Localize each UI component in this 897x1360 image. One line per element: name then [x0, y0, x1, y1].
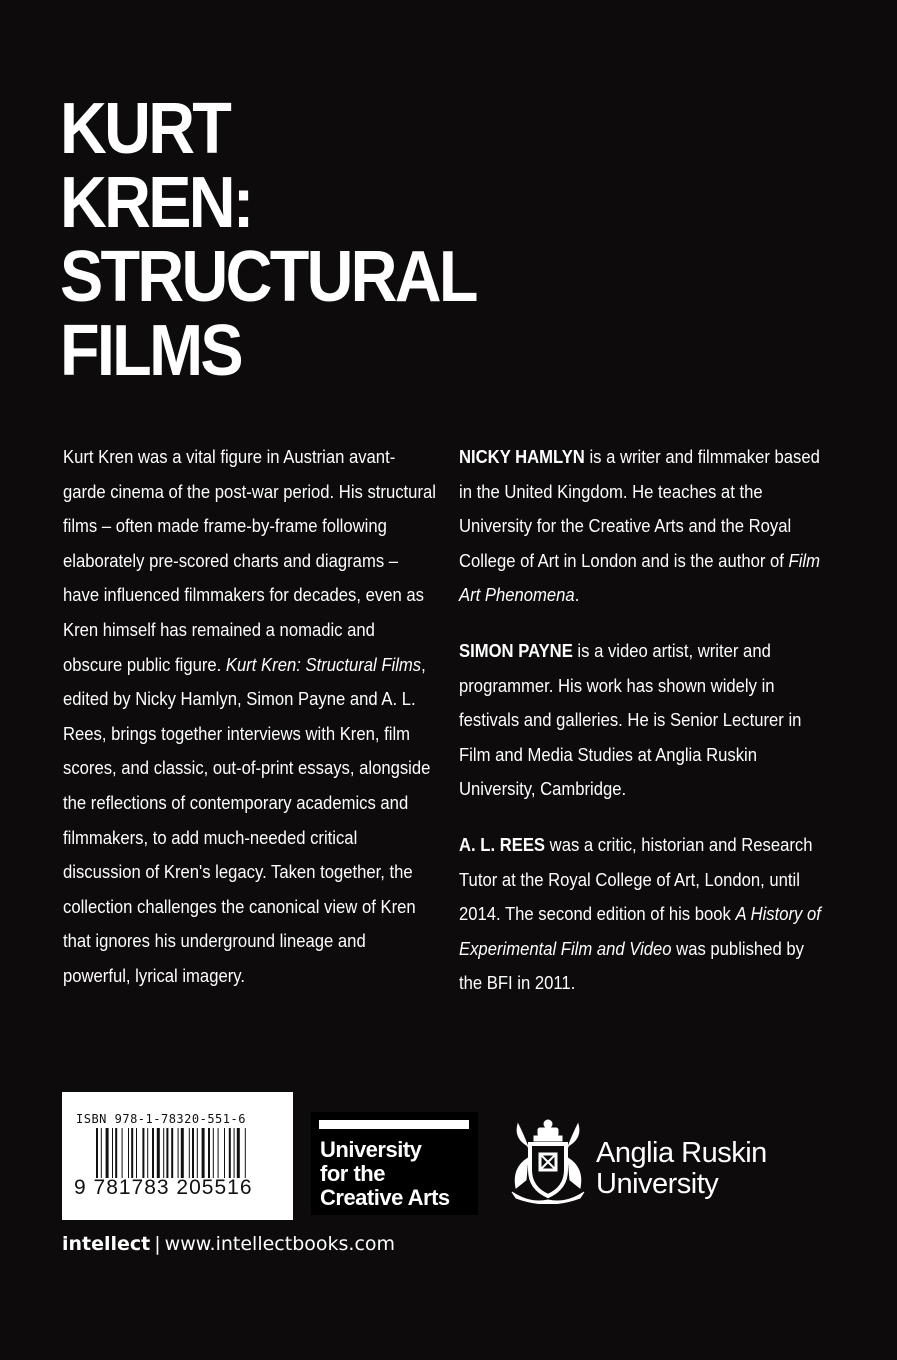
blurb-book-title: Kurt Kren: Structural Films — [225, 653, 422, 675]
aru-logo-text — [596, 1138, 767, 1200]
bio-text: is a writer and filmmaker based in the United Kingdom. He teaches at the University for the Creative Arts and the Royal College of Art in London and is the author of — [459, 446, 820, 571]
bio-al-rees — [459, 828, 831, 1001]
publisher-url[interactable]: www.intellectbooks.com — [164, 1233, 396, 1255]
aru-line-2: University — [596, 1168, 719, 1200]
bio-text-end: . — [574, 584, 580, 606]
title-line-2: KREN: — [60, 163, 252, 243]
bio-text: was a critic, historian and Research Tutor at the Royal College of Art, London, until 2014. The second edition of his book — [459, 833, 813, 925]
bio-name: SIMON PAYNE — [459, 639, 573, 661]
footer-separator: | — [154, 1233, 161, 1255]
aru-line-1: Anglia Ruskin — [596, 1137, 767, 1169]
blurb-text-2: , edited by Nicky Hamlyn, Simon Payne and A. L. Rees, brings together interviews with Kren, film scores, and classic, out-of-print essays, alongside the reflections of contemporary academics and filmmakers, to add much-needed critical discussion of Kren's legacy. Taken together, the collection challenges the canonical view of Kren that ignores his underground lineage and powerful, lyrical imagery. — [63, 653, 431, 986]
bio-name: NICKY HAMLYN — [459, 446, 585, 467]
uca-logo — [311, 1112, 478, 1215]
bio-text-end: was published by the BFI in 2011. — [459, 937, 804, 994]
bio-text: is a video artist, writer and programmer. His work has shown widely in festivals and galleries. He is Senior Lecturer in Film and Media Studies at Anglia Ruskin University, Cambridge. — [459, 639, 802, 800]
uca-line-2: for the — [320, 1161, 385, 1186]
uca-logo-bar — [319, 1120, 469, 1129]
uca-line-3: Creative Arts — [320, 1185, 450, 1210]
bio-italic: A History of Experimental Film and Video — [459, 903, 821, 959]
book-title — [60, 89, 476, 391]
bio-name: A. L. REES — [459, 833, 546, 855]
blurb-paragraph — [63, 440, 437, 994]
publisher-brand: intellect — [62, 1233, 151, 1255]
bios-column — [459, 440, 831, 1022]
publisher-footer — [62, 1233, 395, 1255]
uca-logo-text — [320, 1138, 450, 1210]
title-line-4: FILMS — [60, 311, 241, 391]
ean-digits: 9 781783 205516 — [74, 1176, 253, 1199]
isbn-label: ISBN 978-1-78320-551-6 — [76, 1112, 246, 1126]
title-line-3: STRUCTURAL — [60, 237, 476, 317]
uca-line-1: University — [320, 1137, 422, 1162]
barcode-bars-icon — [96, 1128, 286, 1178]
blurb-column — [63, 440, 437, 994]
bio-simon-payne — [459, 634, 831, 807]
crest-icon — [510, 1118, 586, 1204]
blurb-text-1: Kurt Kren was a vital figure in Austrian avant-garde cinema of the post-war period. His structural films – often made frame-by-frame following elaborately pre-scored charts and diagrams – have influenced filmmakers for decades, even as Kren himself has remained a nomadic and obscure public figure. — [63, 446, 436, 675]
isbn-barcode — [62, 1092, 293, 1220]
title-line-1: KURT — [60, 89, 230, 169]
bio-italic: Film Art Phenomena — [459, 549, 820, 606]
bio-nicky-hamlyn — [459, 440, 831, 613]
